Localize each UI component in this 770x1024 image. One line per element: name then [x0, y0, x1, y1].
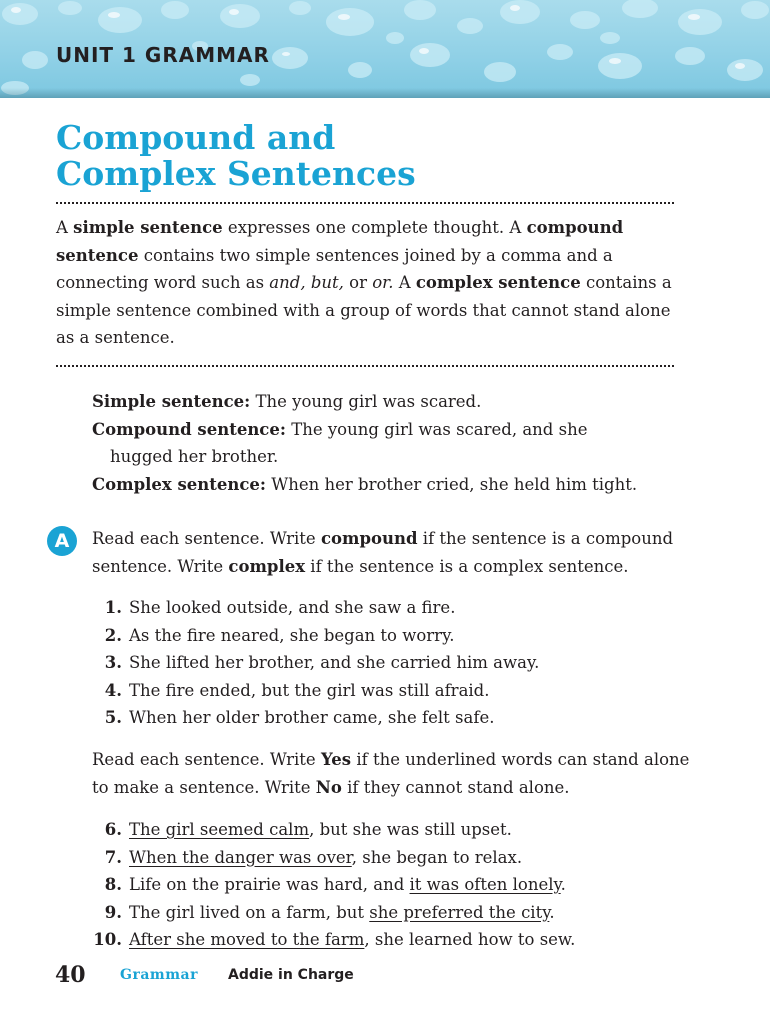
- intro-text: contains a simple sentence combined with a group of words that cannot stand alone as a sentence.: [56, 273, 672, 347]
- section-a-badge: A: [47, 526, 77, 556]
- keyword-yes: Yes: [320, 750, 352, 769]
- item-text: , she learned how to sew.: [364, 930, 576, 949]
- intro-text: or: [343, 273, 373, 292]
- intro-text: A: [393, 273, 416, 292]
- banner-shadow: [0, 88, 770, 98]
- intro-text: expresses one complete thought. A: [222, 218, 527, 237]
- item-number: 7.: [104, 847, 122, 867]
- example-label: Compound sentence:: [92, 419, 286, 439]
- title-line-2: Complex Sentences: [56, 154, 416, 193]
- item-text: When her older brother came, she felt safe.: [129, 708, 495, 727]
- unit-label: UNIT 1 GRAMMAR: [56, 43, 270, 67]
- item-text: .: [560, 875, 566, 894]
- exercise-list-2: [92, 816, 575, 954]
- example-text: The young girl was scared.: [250, 392, 482, 411]
- item-number: 2.: [104, 625, 122, 645]
- list-item: [92, 816, 575, 844]
- intro-text: contains two simple sentences joined by a comma and a connecting word such as: [56, 245, 613, 292]
- list-item: [92, 622, 539, 650]
- item-text: The fire ended, but the girl was still afraid.: [129, 680, 490, 700]
- example-text-continued: hugged her brother.: [110, 447, 279, 466]
- list-item: [92, 844, 575, 872]
- intro-paragraph: [56, 214, 681, 352]
- term-compound-sentence: compound sentence: [56, 218, 624, 265]
- keyword-complex: complex: [228, 556, 306, 576]
- item-number: 1.: [104, 598, 122, 617]
- instruction-text: if they cannot stand alone.: [341, 777, 570, 797]
- intro-text: A: [56, 218, 74, 237]
- term-simple-sentence: simple sentence: [73, 218, 223, 237]
- instruction-text: Read each sentence. Write: [92, 529, 321, 548]
- item-number: 5.: [104, 708, 122, 727]
- list-item: [92, 704, 539, 732]
- underlined-words: she preferred the city: [369, 902, 550, 922]
- instruction-text: if the sentence is a complex sentence.: [305, 556, 629, 576]
- example-label: Simple sentence:: [92, 392, 251, 411]
- item-text: Life on the prairie was hard, and: [129, 875, 410, 894]
- item-number: 4.: [104, 680, 122, 700]
- item-number: 9.: [104, 902, 122, 922]
- instruction-text: if the sentence is a compound sentence. Write: [92, 529, 674, 576]
- page-number: 40: [55, 962, 86, 988]
- exercise-list-1: [92, 594, 539, 732]
- example-complex: [92, 471, 682, 499]
- keyword-no: No: [315, 777, 342, 797]
- title-line-1: Compound and: [56, 118, 336, 157]
- list-item: [92, 677, 539, 705]
- example-text: The young girl was scared, and she: [285, 419, 588, 439]
- underlined-words: it was often lonely: [409, 875, 561, 894]
- instructions-part-1: [92, 525, 707, 580]
- item-number: 10.: [93, 930, 122, 949]
- divider-bottom: [56, 365, 674, 367]
- list-item: [92, 871, 575, 899]
- example-compound: [92, 416, 682, 471]
- underlined-words: When the danger was over: [129, 847, 352, 867]
- item-text: She looked outside, and she saw a fire.: [129, 598, 456, 617]
- page-title: [56, 120, 416, 192]
- example-simple: [92, 388, 682, 416]
- item-number: 3.: [104, 653, 122, 672]
- connecting-words: and, but,: [269, 273, 344, 292]
- list-item: [92, 926, 575, 954]
- list-item: [92, 649, 539, 677]
- item-text: , but she was still upset.: [309, 820, 512, 839]
- instruction-text: if the underlined words can stand alone to make a sentence. Write: [92, 750, 690, 797]
- list-item: [92, 899, 575, 927]
- item-text: She lifted her brother, and she carried him away.: [129, 653, 540, 672]
- footer-section-label: Grammar: [120, 967, 198, 983]
- item-text: As the fire neared, she began to worry.: [129, 625, 455, 645]
- list-item: [92, 594, 539, 622]
- item-number: 8.: [104, 875, 122, 894]
- example-text: When her brother cried, she held him tight.: [266, 474, 638, 494]
- item-text: .: [549, 902, 555, 922]
- item-number: 6.: [104, 820, 122, 839]
- item-text: The girl lived on a farm, but: [129, 902, 370, 922]
- example-label: Complex sentence:: [92, 474, 267, 494]
- instructions-part-2: [92, 746, 707, 801]
- divider-top: [56, 202, 674, 204]
- footer-story-title: Addie in Charge: [228, 967, 354, 983]
- keyword-compound: compound: [320, 529, 418, 548]
- item-text: , she began to relax.: [351, 847, 523, 867]
- example-sentences: [92, 388, 682, 498]
- instruction-text: Read each sentence. Write: [92, 750, 321, 769]
- underlined-words: After she moved to the farm: [129, 930, 365, 949]
- term-complex-sentence: complex sentence: [415, 273, 581, 292]
- underlined-words: The girl seemed calm: [129, 820, 310, 839]
- connecting-word-or: or.: [372, 273, 394, 292]
